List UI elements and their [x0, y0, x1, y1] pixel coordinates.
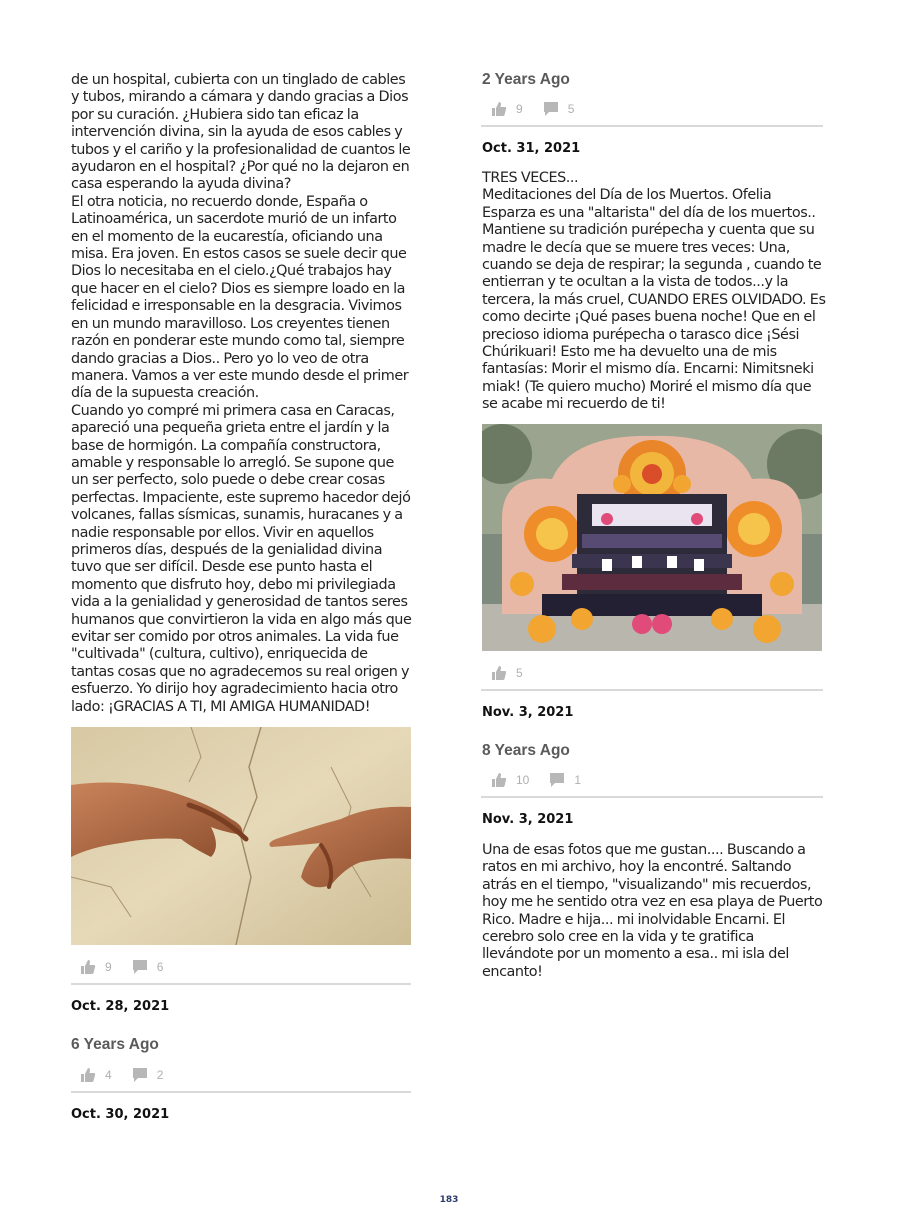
post-stats [80, 1065, 183, 1085]
comment-icon[interactable] [132, 1067, 148, 1083]
paragraph: El otra noticia, no recuerdo donde, España o Latinoamérica, un sacerdote murió de un infarto en el momento de la eucarestía, oficiando una misa. Era joven. En estos casos se suele decir que Dios lo necesitaba en el cielo.¿Qué trabajos hay que hacer en el cielo? Dios es siempre loado en la felicidad e irresponsable en la desgracia. Vivimos en un mundo maravilloso. Los creyentes tienen razón en ponderar este mundo como tal, siempre dando gracias a Dios.. Pero yo lo veo de otra manera. Vamos a ver este mundo desde el primer día de la supuesta creación. [71, 193, 409, 402]
years-ago-label: 8 Years Ago [482, 742, 570, 759]
post-stats [491, 770, 601, 790]
paragraph: de un hospital, cubierta con un tinglado de cables y tubos, mirando a cámara y dando gracias a Dios por su curación. ¿Hubiera sido tan eficaz la intervención divina, sin la ayuda de esos cables y tubos y el cariño y la profesionalidad de cuantos le ayudaron en el hospital? ¿Por qué no la dejaron en casa esperando la ayuda divina? [71, 72, 411, 193]
post-stats [491, 663, 543, 683]
post-date: Oct. 30, 2021 [71, 1107, 170, 1122]
post-date: Oct. 28, 2021 [71, 999, 170, 1014]
comment-count: 5 [567, 102, 575, 116]
divider [481, 689, 823, 691]
post-date: Nov. 3, 2021 [482, 705, 574, 720]
divider [481, 796, 823, 798]
like-count: 10 [516, 773, 530, 787]
thumbs-up-icon[interactable] [80, 959, 96, 975]
like-count: 9 [105, 960, 112, 974]
post-stats [80, 957, 183, 977]
post-stats [491, 99, 594, 119]
post-date: Oct. 31, 2021 [482, 141, 581, 156]
years-ago-label: 2 Years Ago [482, 71, 570, 88]
comment-icon[interactable] [543, 101, 559, 117]
comment-icon[interactable] [549, 772, 565, 788]
divider [481, 125, 823, 127]
thumbs-up-icon[interactable] [491, 772, 507, 788]
paragraph: Cuando yo compré mi primera casa en Caracas, apareció una pequeña grieta entre el jardín y la base de hormigón. La compañía constructora, amable y responsable lo arregló. Se supone que un ser perfecto, solo puede o debe crear cosas perfectas. Impaciente, este supremo hacedor dejó volcanes, fallas sísmicas, sunamis, huracanes y a nadie responsable por ellos. Vivir en aquellos primeros días, después de la genialidad divina tuvo que ser difícil. Desde ese punto hasta el momento que disfruto hoy, debo mi privilegiada vida a la genialidad y generosidad de tantos seres humanos que convirtieron la vida en algo más que evitar ser comido por otros animales. La vida fue "cultivada" (cultura, cultivo), enriquecida de tantas cosas que no agradecemos su real origen y esfuerzo. Yo dirijo hoy agradecimiento hacia otro lado: ¡GRACIAS A TI, MI AMIGA HUMANIDAD! [71, 402, 412, 715]
thumbs-up-icon[interactable] [491, 101, 507, 117]
paragraph: Meditaciones del Día de los Muertos. Ofelia Esparza es una "altarista" del día de los muertos.. Mantiene su tradición purépecha y cuenta que su madre le decía que se muere tres veces: Una, cuando se deja de respirar; la segunda , cuando te entierran y te ocultan a la vista de todos...y la tercera, la más cruel, CUANDO ERES OLVIDADO. Es como decirte ¡Qué pases buena noche! Que en el precioso idioma purépecha o tarasco dice ¡Sési Chúrikuari! Esto me ha devuelto una de mis fantasías: Morir el mismo día. Encarni: Nimitsneki miak! (Te quiero mucho) Moriré el mismo día que se acabe mi recuerdo de ti! [482, 187, 826, 413]
comment-count: 2 [156, 1068, 164, 1082]
paragraph: Una de esas fotos que me gustan.... Buscando a ratos en mi archivo, hoy la encontré. Saltando atrás en el tiempo, "visualizando" mis recuerdos, hoy me he sentido otra vez en esa playa de Puerto Rico. Madre e hija... mi inolvidable Encarni. El cerebro solo cree en la vida y te gratifica llevándote por un momento a esa.. mi isla del encanto! [482, 842, 823, 980]
page-number: 183 [439, 1195, 459, 1205]
right-body-text [482, 170, 826, 414]
like-count: 5 [516, 666, 523, 680]
post-date: Nov. 3, 2021 [482, 812, 574, 827]
divider [71, 983, 411, 985]
years-ago-label: 6 Years Ago [71, 1036, 159, 1053]
comment-count: 1 [574, 773, 582, 787]
divider [71, 1091, 411, 1093]
post-text [482, 842, 826, 981]
day-of-the-dead-altar-image [482, 424, 822, 651]
like-count: 9 [516, 102, 523, 116]
thumbs-up-icon[interactable] [80, 1067, 96, 1083]
creation-of-adam-image [71, 727, 411, 945]
left-body-text [71, 72, 413, 716]
thumbs-up-icon[interactable] [491, 665, 507, 681]
like-count: 4 [105, 1068, 112, 1082]
post-title: TRES VECES... [482, 170, 579, 186]
comment-icon[interactable] [132, 959, 148, 975]
comment-count: 6 [156, 960, 164, 974]
